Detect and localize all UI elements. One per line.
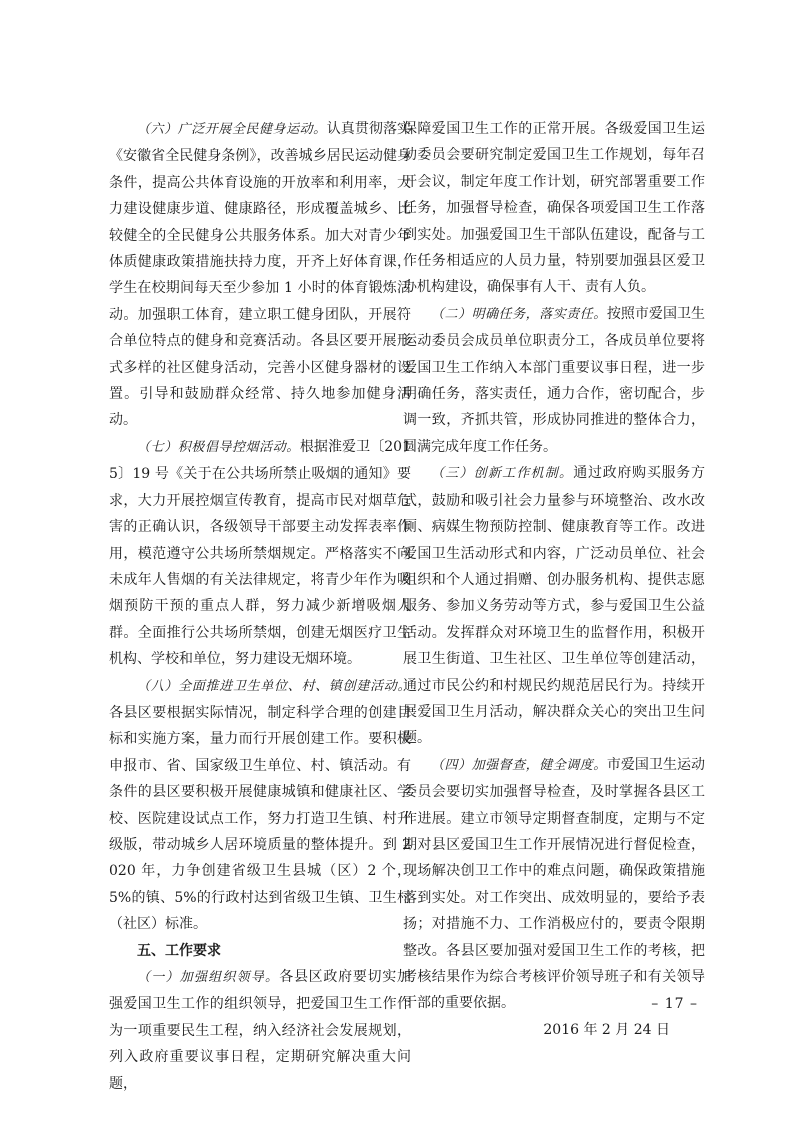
document-date: 2016 年 2 月 24 日	[543, 1021, 670, 1038]
paragraph-supervision	[403, 752, 705, 1017]
paragraph-body: 市爱国卫生运动委员会要切实加强督导检查，及时掌握各县区工作进展。建立市领导定期督查制度，定期与不定期对县区爱国卫生工作开展情况进行督促检查，现场解决创卫工作中的难点问题，确保政策措施落到实处。对工作突出、成效明显的，要给予表扬；对措施不力、工作消极应付的，要责令限期整改。各县区要加强对爱国卫生工作的考核，把考核结果作为综合考核评价领导班子和有关领导干部的重要依据。	[403, 756, 705, 1012]
paragraph-lead: （三）创新工作机制。	[431, 466, 574, 482]
paragraph-body: 各县区要根据实际情况，制定科学合理的创建目标和实施方案，量力而行开展创建工作。要积极申报市、省、国家级卫生单位、村、镇活动。有条件的县区要积极开展健康城镇和健康社区、学校、医院建设试点工作，努力打造卫生镇、村升级版，带动城乡人居环境质量的整体提升。到 2020 年，力争创建省级卫生县城（区）2 个，5%的镇、5%的行政村达到省级卫生镇、卫生村（社区）标准。	[109, 704, 411, 933]
paragraph-responsibility	[403, 301, 705, 460]
paragraph-lead: （一）加强组织领导。	[137, 970, 280, 985]
paragraph-body: 根据淮爱卫〔2015〕19 号《关于在公共场所禁止吸烟的通知》要求，大力开展控烟宣传教育，提高市民对烟草危害的正确认识，各级领导干部要主动发挥表率作用，模范遵守公共场所禁烟规定。严格落实不向未成年人售烟的有关法律规定，将青少年作为吸烟预防干预的重点人群，努力减少新增吸烟人群。全面推行公共场所禁烟，创建无烟医疗卫生机构、学校和单位，努力建设无烟环境。	[109, 438, 411, 668]
paragraph-organization-leadership	[109, 964, 411, 1097]
page-number: – 17 –	[651, 996, 698, 1012]
paragraph-body: 认真贯彻落实《安徽省全民健身条例》，改善城乡居民运动健身条件，提高公共体育设施的开放率和利用率，大力建设健康步道、健康路径，形成覆盖城乡、比较健全的全民健身公共服务体系。加大对青少年体质健康政策措施扶持力度，开齐上好体育课，学生在校期间每天至少参加 1 小时的体育锻炼活动。加强职工体育，建立职工健身团队，开展符合单位特点的健身和竞赛活动。各县区要开展形式多样的社区健身活动，完善小区健身器材的设置。引导和鼓励群众经常、持久地参加健身活动。	[109, 121, 411, 429]
left-column	[109, 116, 411, 1097]
paragraph-continued: 保障爱国卫生工作的正常开展。各级爱国卫生运动委员会要研究制定爱国卫生工作规划，每年召开会议，制定年度工作计划，研究部署重要工作任务，加强督导检查，确保各项爱国卫生工作落到实处。加强爱国卫生干部队伍建设，配备与工作任务相适应的人员力量，特别要加强县区爱卫办机构建设，确保事有人干、责有人负。	[403, 121, 705, 296]
paragraph-body: 通过政府购买服务方式，鼓励和吸引社会力量参与环境整治、改水改厕、病媒生物预防控制、健康教育等工作。改进爱国卫生活动形式和内容，广泛动员单位、社会组织和个人通过捐赠、创办服务机构、提供志愿服务、参加义务劳动等方式，参与爱国卫生公益活动。发挥群众对环境卫生的监督作用，积极开展卫生街道、卫生社区、卫生单位等创建活动，通过市民公约和村规民约规范居民行为。持续开展爱国卫生月活动，解决群众关心的突出卫生问题。	[403, 465, 705, 747]
paragraph-lead: （八）全面推进卫生单位、村、镇创建活动。	[137, 678, 411, 694]
paragraph-lead: （六）广泛开展全民健身运动。	[137, 122, 327, 137]
paragraph-lead: （七）积极倡导控烟活动。	[137, 439, 300, 455]
right-column	[403, 116, 705, 1043]
paragraph-work-mechanism	[403, 460, 705, 751]
paragraph-lead: （四）加强督查，健全调度。	[431, 757, 607, 773]
section-heading: 五、工作要求	[137, 942, 221, 959]
paragraph-body: 按照市爱国卫生运动委员会成员单位职责分工，各成员单位要将爱国卫生工作纳入本部门重要议事日程，进一步明确任务，落实责任，通力合作，密切配合，步调一致，齐抓共管，形成协同推进的整体合力，圆满完成年度工作任务。	[403, 305, 705, 455]
paragraph-health-unit-creation	[109, 673, 411, 938]
paragraph-body: 各县区政府要切实加强爱国卫生工作的组织领导，把爱国卫生工作作为一项重要民生工程，纳入经济社会发展规划，列入政府重要议事日程，定期研究解决重大问题，	[109, 969, 411, 1092]
paragraph-lead: （二）明确任务，落实责任。	[431, 306, 607, 322]
paragraph-tobacco-control	[109, 434, 411, 673]
paragraph-fitness	[109, 116, 411, 434]
